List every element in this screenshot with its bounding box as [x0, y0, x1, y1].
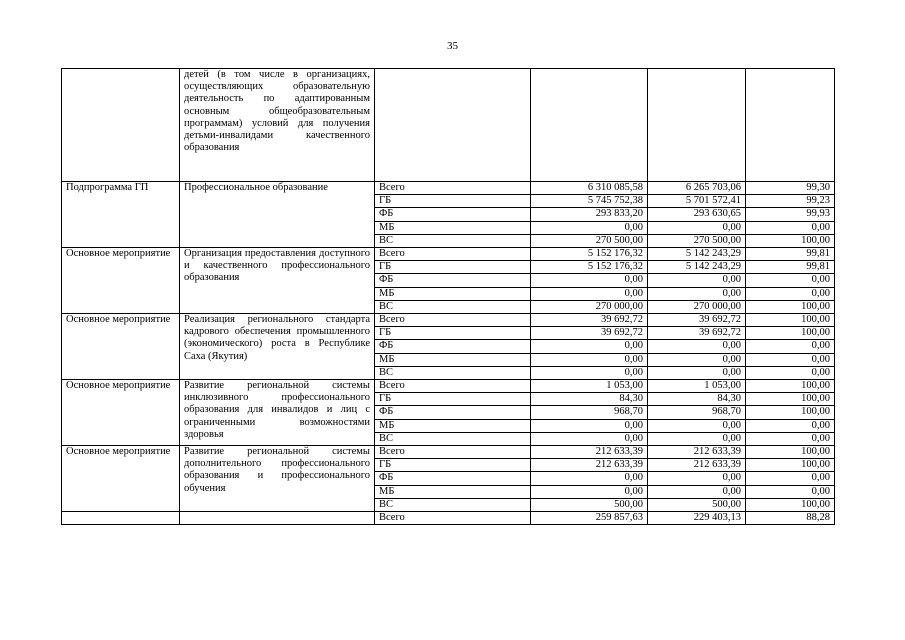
execution-percent: 0,00	[746, 419, 835, 432]
execution-percent: 100,00	[746, 393, 835, 406]
block-name: Реализация регионального стандарта кадрового обеспечения промышленного (экономического) роста в Республике Саха (Якутия)	[180, 314, 375, 380]
execution-percent: 100,00	[746, 300, 835, 313]
execution-percent: 0,00	[746, 221, 835, 234]
fact-amount: 270 500,00	[648, 234, 746, 247]
block-name: Организация предоставления доступного и качественного профессионального образования	[180, 248, 375, 314]
plan-amount: 968,70	[531, 406, 648, 419]
execution-percent: 88,28	[746, 512, 835, 525]
execution-percent: 0,00	[746, 485, 835, 498]
execution-percent: 0,00	[746, 340, 835, 353]
funding-source: ФБ	[375, 406, 531, 419]
fact-amount: 84,30	[648, 393, 746, 406]
funding-source: ГБ	[375, 261, 531, 274]
table-row	[62, 512, 835, 525]
budget-table	[61, 68, 835, 525]
execution-percent: 100,00	[746, 446, 835, 459]
fact-amount: 5 142 243,29	[648, 248, 746, 261]
fact-amount: 0,00	[648, 432, 746, 445]
funding-source: ГБ	[375, 195, 531, 208]
continuation-description: детей (в том числе в организациях, осуществляющих образовательную деятельность по адаптированным основным общеобразовательным программам) условий для получения детьми-инвалидами качественного образования	[180, 69, 375, 182]
plan-amount: 293 833,20	[531, 208, 648, 221]
plan-amount: 0,00	[531, 366, 648, 379]
plan-amount: 0,00	[531, 340, 648, 353]
fact-amount: 270 000,00	[648, 300, 746, 313]
plan-amount: 5 152 176,32	[531, 248, 648, 261]
fact-amount: 0,00	[648, 485, 746, 498]
block-type: Основное мероприятие	[62, 314, 180, 380]
funding-source: ВС	[375, 498, 531, 511]
execution-percent: 99,93	[746, 208, 835, 221]
execution-percent: 0,00	[746, 472, 835, 485]
fact-amount: 212 633,39	[648, 446, 746, 459]
plan-amount: 0,00	[531, 485, 648, 498]
funding-source: ФБ	[375, 208, 531, 221]
execution-percent: 0,00	[746, 287, 835, 300]
fact-amount: 5 142 243,29	[648, 261, 746, 274]
funding-source: МБ	[375, 485, 531, 498]
continuation-type-cell	[62, 69, 180, 182]
funding-source: Всего	[375, 182, 531, 195]
fact-amount: 0,00	[648, 353, 746, 366]
funding-source: ГБ	[375, 393, 531, 406]
execution-percent: 99,23	[746, 195, 835, 208]
funding-source: ВС	[375, 234, 531, 247]
plan-amount: 0,00	[531, 472, 648, 485]
fact-amount: 500,00	[648, 498, 746, 511]
funding-source: Всего	[375, 512, 531, 525]
plan-amount: 0,00	[531, 353, 648, 366]
fact-amount: 0,00	[648, 366, 746, 379]
block-name: Профессиональное образование	[180, 182, 375, 248]
plan-amount: 0,00	[531, 287, 648, 300]
funding-source: МБ	[375, 353, 531, 366]
funding-source: Всего	[375, 446, 531, 459]
plan-amount: 270 000,00	[531, 300, 648, 313]
fact-amount: 212 633,39	[648, 459, 746, 472]
continuation-fact-cell	[648, 69, 746, 182]
execution-percent: 0,00	[746, 366, 835, 379]
fact-amount: 968,70	[648, 406, 746, 419]
continuation-row	[62, 69, 835, 182]
plan-amount: 259 857,63	[531, 512, 648, 525]
table-row	[62, 248, 835, 261]
funding-source: ГБ	[375, 327, 531, 340]
funding-source: МБ	[375, 419, 531, 432]
block-type: Подпрограмма ГП	[62, 182, 180, 248]
execution-percent: 0,00	[746, 274, 835, 287]
plan-amount: 5 152 176,32	[531, 261, 648, 274]
plan-amount: 84,30	[531, 393, 648, 406]
funding-source: Всего	[375, 314, 531, 327]
fact-amount: 0,00	[648, 221, 746, 234]
continuation-plan-cell	[531, 69, 648, 182]
table-row	[62, 182, 835, 195]
execution-percent: 100,00	[746, 498, 835, 511]
execution-percent: 100,00	[746, 459, 835, 472]
funding-source: ВС	[375, 366, 531, 379]
funding-source: Всего	[375, 248, 531, 261]
fact-amount: 6 265 703,06	[648, 182, 746, 195]
plan-amount: 500,00	[531, 498, 648, 511]
funding-source: Всего	[375, 380, 531, 393]
fact-amount: 1 053,00	[648, 380, 746, 393]
table-row	[62, 314, 835, 327]
plan-amount: 5 745 752,38	[531, 195, 648, 208]
fact-amount: 5 701 572,41	[648, 195, 746, 208]
block-type: Основное мероприятие	[62, 380, 180, 446]
fact-amount: 293 630,65	[648, 208, 746, 221]
funding-source: МБ	[375, 221, 531, 234]
plan-amount: 212 633,39	[531, 446, 648, 459]
continuation-source-cell	[375, 69, 531, 182]
page-number: 35	[447, 40, 458, 52]
plan-amount: 0,00	[531, 432, 648, 445]
plan-amount: 270 500,00	[531, 234, 648, 247]
funding-source: ГБ	[375, 459, 531, 472]
execution-percent: 100,00	[746, 406, 835, 419]
continuation-pct-cell	[746, 69, 835, 182]
plan-amount: 0,00	[531, 221, 648, 234]
fact-amount: 0,00	[648, 340, 746, 353]
plan-amount: 212 633,39	[531, 459, 648, 472]
fact-amount: 0,00	[648, 274, 746, 287]
block-name: Развитие региональной системы инклюзивного профессионального образования для инвалидов и лиц с ограниченными возможностями здоровья	[180, 380, 375, 446]
execution-percent: 0,00	[746, 432, 835, 445]
budget-table-body	[62, 69, 835, 525]
execution-percent: 100,00	[746, 327, 835, 340]
execution-percent: 0,00	[746, 353, 835, 366]
block-type: Основное мероприятие	[62, 446, 180, 512]
table-row	[62, 380, 835, 393]
fact-amount: 229 403,13	[648, 512, 746, 525]
execution-percent: 100,00	[746, 314, 835, 327]
execution-percent: 99,81	[746, 248, 835, 261]
fact-amount: 39 692,72	[648, 314, 746, 327]
plan-amount: 6 310 085,58	[531, 182, 648, 195]
empty-cell	[180, 512, 375, 525]
plan-amount: 39 692,72	[531, 327, 648, 340]
funding-source: ФБ	[375, 340, 531, 353]
plan-amount: 0,00	[531, 419, 648, 432]
fact-amount: 39 692,72	[648, 327, 746, 340]
plan-amount: 0,00	[531, 274, 648, 287]
funding-source: ВС	[375, 432, 531, 445]
table-row	[62, 446, 835, 459]
funding-source: ФБ	[375, 274, 531, 287]
execution-percent: 99,30	[746, 182, 835, 195]
fact-amount: 0,00	[648, 472, 746, 485]
fact-amount: 0,00	[648, 287, 746, 300]
execution-percent: 100,00	[746, 234, 835, 247]
plan-amount: 1 053,00	[531, 380, 648, 393]
funding-source: ВС	[375, 300, 531, 313]
block-name: Развитие региональной системы дополнительного профессионального образования и профессионального обучения	[180, 446, 375, 512]
execution-percent: 100,00	[746, 380, 835, 393]
empty-cell	[62, 512, 180, 525]
plan-amount: 39 692,72	[531, 314, 648, 327]
fact-amount: 0,00	[648, 419, 746, 432]
funding-source: ФБ	[375, 472, 531, 485]
block-type: Основное мероприятие	[62, 248, 180, 314]
funding-source: МБ	[375, 287, 531, 300]
execution-percent: 99,81	[746, 261, 835, 274]
